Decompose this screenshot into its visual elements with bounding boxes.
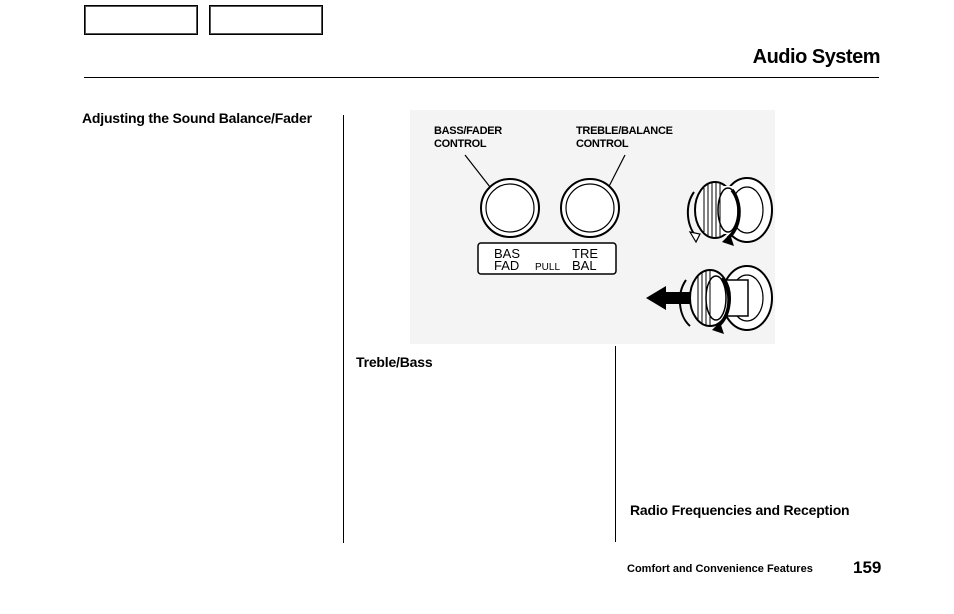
- panel-text-bas: BAS: [494, 246, 521, 261]
- treble-balance-knob-icon: [561, 179, 619, 237]
- nav-button-main-menu[interactable]: [84, 5, 198, 35]
- column-divider-left: [343, 115, 344, 543]
- column-divider-right: [615, 346, 616, 542]
- panel-text-fad: FAD: [494, 258, 520, 273]
- pull-arrow-icon: [646, 286, 690, 310]
- heading-sound-balance-fader: Adjusting the Sound Balance/Fader: [82, 110, 312, 126]
- heading-radio-frequencies: Radio Frequencies and Reception: [630, 502, 850, 518]
- bass-fader-knob-icon: [481, 179, 539, 237]
- footer-section-name: Comfort and Convenience Features: [627, 563, 813, 575]
- page-title: Audio System: [752, 46, 880, 68]
- nav-button-index[interactable]: [209, 5, 323, 35]
- heading-treble-bass: Treble/Bass: [356, 354, 433, 370]
- treble-balance-control-label: TREBLE/BALANCE CONTROL: [576, 125, 673, 150]
- audio-controls-illustration: [410, 110, 775, 344]
- panel-text-bal: BAL: [572, 258, 597, 273]
- panel-text-tre: TRE: [572, 246, 598, 261]
- bass-fader-control-label: BASS/FADER CONTROL: [434, 125, 502, 150]
- knob-rotate-icon: [688, 178, 772, 246]
- page-number: 159: [853, 558, 882, 577]
- title-divider: [84, 77, 879, 78]
- panel-text-pull: PULL: [535, 262, 561, 273]
- knob-pull-icon: [646, 266, 772, 334]
- controls-drawing: [410, 110, 775, 344]
